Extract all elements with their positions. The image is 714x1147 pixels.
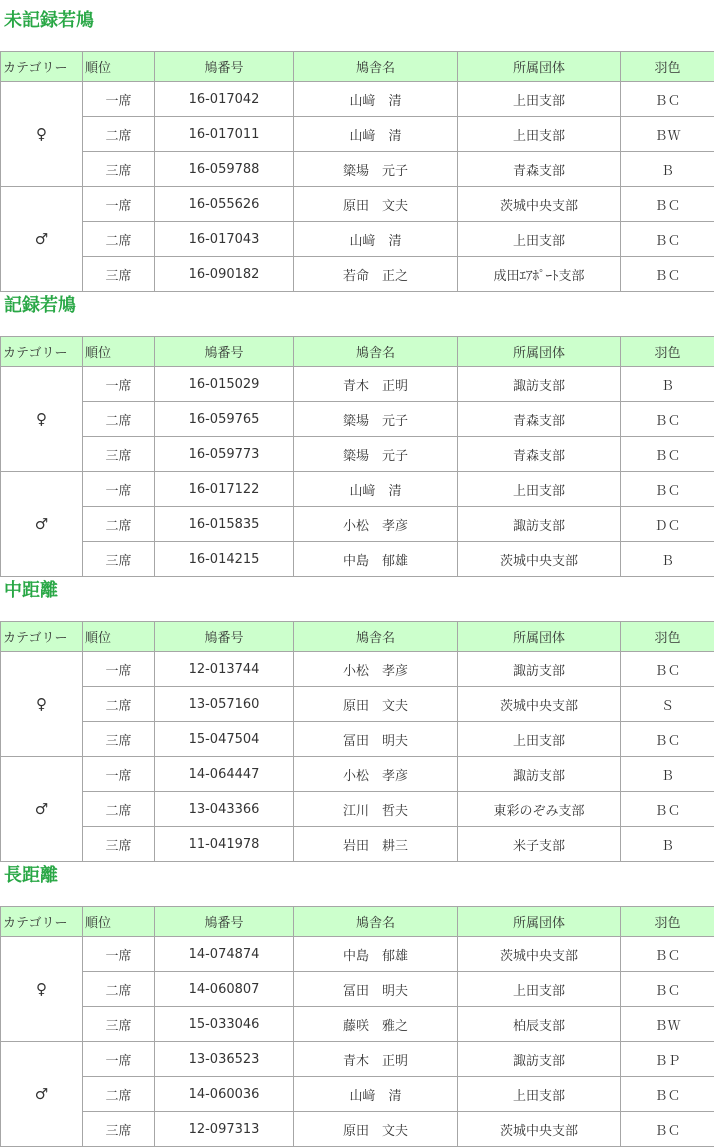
ring-number-cell: 14-060807 [155,972,294,1007]
color-cell: ＢＣ [621,437,714,472]
table-row [1,472,714,507]
table-row [1,1077,714,1112]
header-color: 羽色 [621,337,714,367]
club-cell: 上田支部 [458,82,621,117]
color-cell: ＢＣ [621,222,714,257]
club-cell: 茨城中央支部 [458,187,621,222]
rank-cell: 三席 [83,437,155,472]
header-category: カテゴリー [1,907,83,937]
ring-number-cell: 16-059765 [155,402,294,437]
results-table [0,906,714,1147]
color-cell: ＢＣ [621,257,714,292]
color-cell: ＢＣ [621,722,714,757]
color-cell: ＤＣ [621,507,714,542]
club-cell: 上田支部 [458,472,621,507]
club-cell: 上田支部 [458,1077,621,1112]
ring-number-cell: 11-041978 [155,827,294,862]
table-row [1,117,714,152]
loft-name-cell: 小松 孝彦 [294,757,458,792]
club-cell: 茨城中央支部 [458,687,621,722]
ring-number-cell: 15-047504 [155,722,294,757]
header-ring-number: 鳩番号 [155,52,294,82]
table-row [1,972,714,1007]
table-row [1,827,714,862]
color-cell: Ｂ [621,367,714,402]
rank-cell: 二席 [83,507,155,542]
color-cell: ＢＷ [621,117,714,152]
header-color: 羽色 [621,52,714,82]
table-row [1,437,714,472]
color-cell: ＢＣ [621,1112,714,1147]
table-row [1,792,714,827]
header-rank: 順位 [83,622,155,652]
ring-number-cell: 13-043366 [155,792,294,827]
rank-cell: 三席 [83,542,155,577]
loft-name-cell: 簗場 元子 [294,402,458,437]
header-loft-name: 鳩舎名 [294,622,458,652]
color-cell: ＢＣ [621,972,714,1007]
rank-cell: 二席 [83,687,155,722]
table-header-row [1,337,714,367]
rank-cell: 一席 [83,1042,155,1077]
results-table [0,336,714,577]
ring-number-cell: 13-057160 [155,687,294,722]
color-cell: ＢＷ [621,1007,714,1042]
club-cell: 東彩のぞみ支部 [458,792,621,827]
color-cell: Ｂ [621,757,714,792]
header-category: カテゴリー [1,337,83,367]
club-cell: 成田ｴｱﾎﾟｰﾄ支部 [458,257,621,292]
loft-name-cell: 山﨑 清 [294,222,458,257]
rank-cell: 二席 [83,222,155,257]
rank-cell: 二席 [83,972,155,1007]
color-cell: ＢＣ [621,187,714,222]
rank-cell: 二席 [83,792,155,827]
loft-name-cell: 青木 正明 [294,1042,458,1077]
category-female: ♀ [1,652,83,757]
loft-name-cell: 若命 正之 [294,257,458,292]
header-rank: 順位 [83,907,155,937]
header-color: 羽色 [621,907,714,937]
ring-number-cell: 16-015029 [155,367,294,402]
section-title: 未記録若鳩 [4,7,94,35]
table-row [1,222,714,257]
color-cell: ＢＣ [621,1077,714,1112]
table-row [1,937,714,972]
ring-number-cell: 16-059788 [155,152,294,187]
header-loft-name: 鳩舎名 [294,337,458,367]
header-club: 所属団体 [458,907,621,937]
rank-cell: 三席 [83,1007,155,1042]
loft-name-cell: 岩田 耕三 [294,827,458,862]
ring-number-cell: 12-013744 [155,652,294,687]
table-row [1,757,714,792]
category-female: ♀ [1,367,83,472]
ring-number-cell: 15-033046 [155,1007,294,1042]
color-cell: ＢＣ [621,472,714,507]
table-row [1,687,714,722]
header-ring-number: 鳩番号 [155,337,294,367]
color-cell: ＢＣ [621,82,714,117]
ring-number-cell: 13-036523 [155,1042,294,1077]
table-row [1,257,714,292]
color-cell: Ｂ [621,542,714,577]
rank-cell: 三席 [83,152,155,187]
table-row [1,1112,714,1147]
rank-cell: 一席 [83,187,155,222]
color-cell: ＢＣ [621,652,714,687]
header-club: 所属団体 [458,52,621,82]
loft-name-cell: 冨田 明夫 [294,972,458,1007]
header-ring-number: 鳩番号 [155,622,294,652]
loft-name-cell: 山﨑 清 [294,472,458,507]
rank-cell: 三席 [83,257,155,292]
table-row [1,82,714,117]
club-cell: 諏訪支部 [458,367,621,402]
color-cell: ＢＣ [621,402,714,437]
loft-name-cell: 江川 哲夫 [294,792,458,827]
club-cell: 諏訪支部 [458,507,621,542]
table-row [1,1042,714,1077]
club-cell: 青森支部 [458,437,621,472]
rank-cell: 二席 [83,402,155,437]
category-male: ♂ [1,187,83,292]
ring-number-cell: 16-014215 [155,542,294,577]
club-cell: 茨城中央支部 [458,937,621,972]
color-cell: ＢＣ [621,792,714,827]
loft-name-cell: 原田 文夫 [294,687,458,722]
loft-name-cell: 小松 孝彦 [294,652,458,687]
table-row [1,367,714,402]
color-cell: Ｂ [621,152,714,187]
club-cell: 上田支部 [458,722,621,757]
club-cell: 上田支部 [458,972,621,1007]
ring-number-cell: 16-059773 [155,437,294,472]
ring-number-cell: 16-055626 [155,187,294,222]
table-header-row [1,622,714,652]
rank-cell: 一席 [83,472,155,507]
rank-cell: 三席 [83,722,155,757]
section-title: 中距離 [4,577,58,605]
ring-number-cell: 16-017011 [155,117,294,152]
table-row [1,402,714,437]
ring-number-cell: 14-074874 [155,937,294,972]
club-cell: 上田支部 [458,117,621,152]
rank-cell: 一席 [83,82,155,117]
header-category: カテゴリー [1,52,83,82]
header-rank: 順位 [83,52,155,82]
table-header-row [1,907,714,937]
table-header-row [1,52,714,82]
results-table [0,621,714,862]
category-male: ♂ [1,472,83,577]
ring-number-cell: 12-097313 [155,1112,294,1147]
rank-cell: 一席 [83,757,155,792]
table-row [1,152,714,187]
header-color: 羽色 [621,622,714,652]
header-club: 所属団体 [458,622,621,652]
ring-number-cell: 16-017042 [155,82,294,117]
color-cell: Ｓ [621,687,714,722]
ring-number-cell: 16-090182 [155,257,294,292]
rank-cell: 一席 [83,937,155,972]
club-cell: 青森支部 [458,402,621,437]
loft-name-cell: 簗場 元子 [294,152,458,187]
club-cell: 諏訪支部 [458,1042,621,1077]
header-loft-name: 鳩舎名 [294,52,458,82]
loft-name-cell: 原田 文夫 [294,187,458,222]
ring-number-cell: 14-064447 [155,757,294,792]
loft-name-cell: 小松 孝彦 [294,507,458,542]
table-row [1,1007,714,1042]
ring-number-cell: 16-017122 [155,472,294,507]
category-male: ♂ [1,757,83,862]
table-row [1,507,714,542]
table-row [1,187,714,222]
rank-cell: 三席 [83,827,155,862]
color-cell: ＢＰ [621,1042,714,1077]
loft-name-cell: 原田 文夫 [294,1112,458,1147]
rank-cell: 一席 [83,652,155,687]
color-cell: Ｂ [621,827,714,862]
ring-number-cell: 16-017043 [155,222,294,257]
loft-name-cell: 山﨑 清 [294,82,458,117]
header-rank: 順位 [83,337,155,367]
results-table [0,51,714,292]
section-title: 記録若鳩 [4,292,76,320]
loft-name-cell: 青木 正明 [294,367,458,402]
ring-number-cell: 14-060036 [155,1077,294,1112]
loft-name-cell: 冨田 明夫 [294,722,458,757]
ring-number-cell: 16-015835 [155,507,294,542]
club-cell: 茨城中央支部 [458,542,621,577]
loft-name-cell: 簗場 元子 [294,437,458,472]
table-row [1,542,714,577]
loft-name-cell: 中島 郁雄 [294,542,458,577]
header-ring-number: 鳩番号 [155,907,294,937]
club-cell: 諏訪支部 [458,652,621,687]
club-cell: 諏訪支部 [458,757,621,792]
category-male: ♂ [1,1042,83,1147]
table-row [1,652,714,687]
header-category: カテゴリー [1,622,83,652]
category-female: ♀ [1,82,83,187]
loft-name-cell: 藤咲 雅之 [294,1007,458,1042]
section-title: 長距離 [4,862,58,890]
club-cell: 茨城中央支部 [458,1112,621,1147]
rank-cell: 三席 [83,1112,155,1147]
header-club: 所属団体 [458,337,621,367]
header-loft-name: 鳩舎名 [294,907,458,937]
loft-name-cell: 中島 郁雄 [294,937,458,972]
category-female: ♀ [1,937,83,1042]
color-cell: ＢＣ [621,937,714,972]
rank-cell: 二席 [83,117,155,152]
rank-cell: 一席 [83,367,155,402]
loft-name-cell: 山﨑 清 [294,117,458,152]
club-cell: 米子支部 [458,827,621,862]
table-row [1,722,714,757]
rank-cell: 二席 [83,1077,155,1112]
club-cell: 柏辰支部 [458,1007,621,1042]
club-cell: 上田支部 [458,222,621,257]
loft-name-cell: 山﨑 清 [294,1077,458,1112]
club-cell: 青森支部 [458,152,621,187]
